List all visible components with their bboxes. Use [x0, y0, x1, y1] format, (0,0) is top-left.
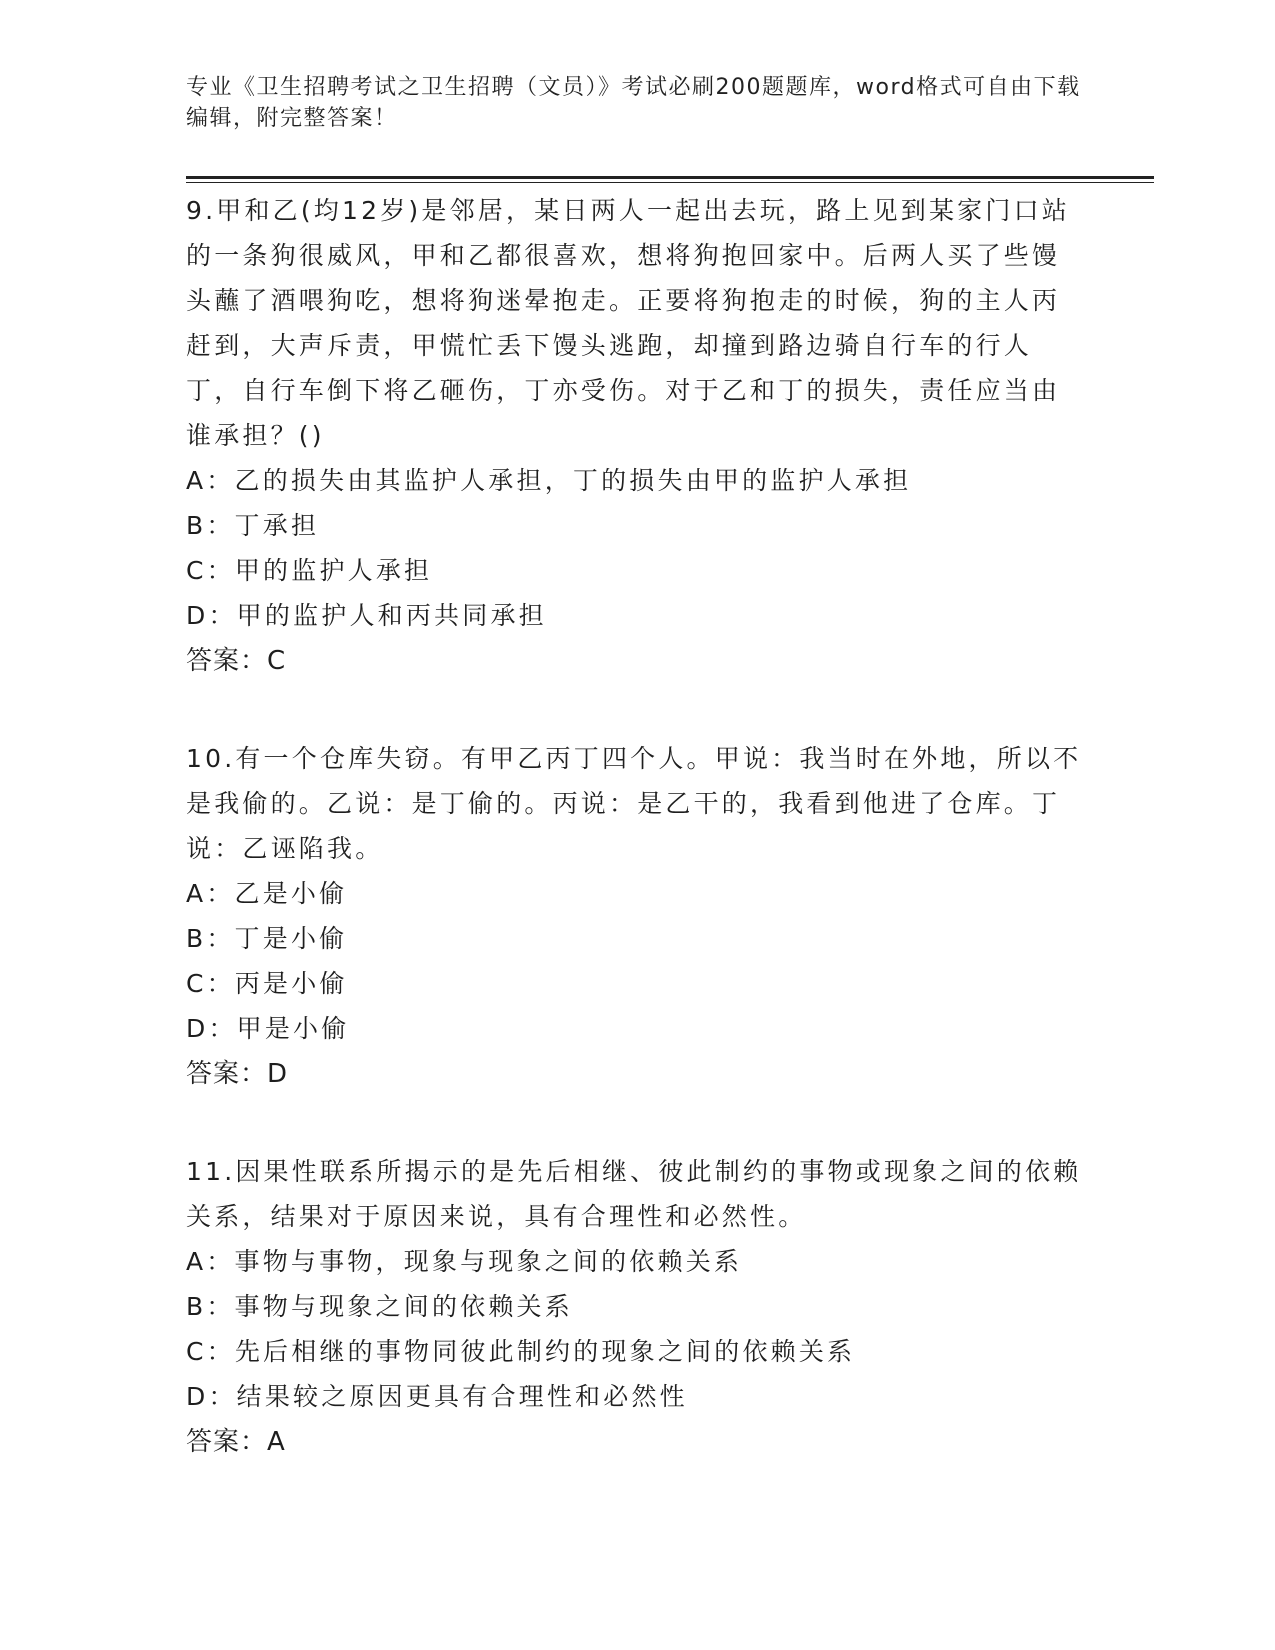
option-d: D：甲的监护人和丙共同承担 — [186, 601, 547, 630]
option-a: A：乙是小偷 — [186, 879, 348, 908]
question-11 — [186, 1149, 1086, 1465]
header-divider-thick — [186, 176, 1154, 179]
option-b: B：事物与现象之间的依赖关系 — [186, 1292, 573, 1321]
answer-line: 答案：D — [186, 1059, 289, 1089]
document-header: 专业《卫生招聘考试之卫生招聘（文员）》考试必刷200题题库，word格式可自由下载编辑，附完整答案！ — [186, 75, 1081, 131]
question-10 — [186, 736, 1086, 1097]
option-a: A：事物与事物，现象与现象之间的依赖关系 — [186, 1247, 743, 1276]
option-c: C：丙是小偷 — [186, 969, 348, 998]
option-c: C：甲的监护人承担 — [186, 556, 433, 585]
option-b: B：丁是小偷 — [186, 924, 348, 953]
option-d: D：甲是小偷 — [186, 1014, 350, 1043]
option-d: D：结果较之原因更具有合理性和必然性 — [186, 1382, 688, 1411]
question-stem: 10.有一个仓库失窃。有甲乙丙丁四个人。甲说：我当时在外地，所以不是我偷的。乙说：是丁偷的。丙说：是乙干的，我看到他进了仓库。丁说：乙诬陷我。 — [186, 744, 1082, 863]
header-divider-thin — [186, 182, 1154, 183]
question-list — [186, 188, 1086, 1517]
option-c: C：先后相继的事物同彼此制约的现象之间的依赖关系 — [186, 1337, 856, 1366]
question-9 — [186, 188, 1086, 684]
answer-line: 答案：C — [186, 646, 287, 676]
option-b: B：丁承担 — [186, 511, 320, 540]
question-stem: 9.甲和乙(均12岁)是邻居，某日两人一起出去玩，路上见到某家门口站的一条狗很威风，甲和乙都很喜欢，想将狗抱回家中。后两人买了些馒头蘸了酒喂狗吃，想将狗迷晕抱走。正要将狗抱走的时候，狗的主人丙赶到，大声斥责，甲慌忙丢下馒头逃跑，却撞到路边骑自行车的行人丁，自行车倒下将乙砸伤，丁亦受伤。对于乙和丁的损失，责任应当由谁承担？() — [186, 196, 1070, 450]
option-a: A：乙的损失由其监护人承担，丁的损失由甲的监护人承担 — [186, 466, 912, 495]
question-stem: 11.因果性联系所揭示的是先后相继、彼此制约的事物或现象之间的依赖关系，结果对于原因来说，具有合理性和必然性。 — [186, 1157, 1082, 1231]
answer-line: 答案：A — [186, 1427, 286, 1457]
